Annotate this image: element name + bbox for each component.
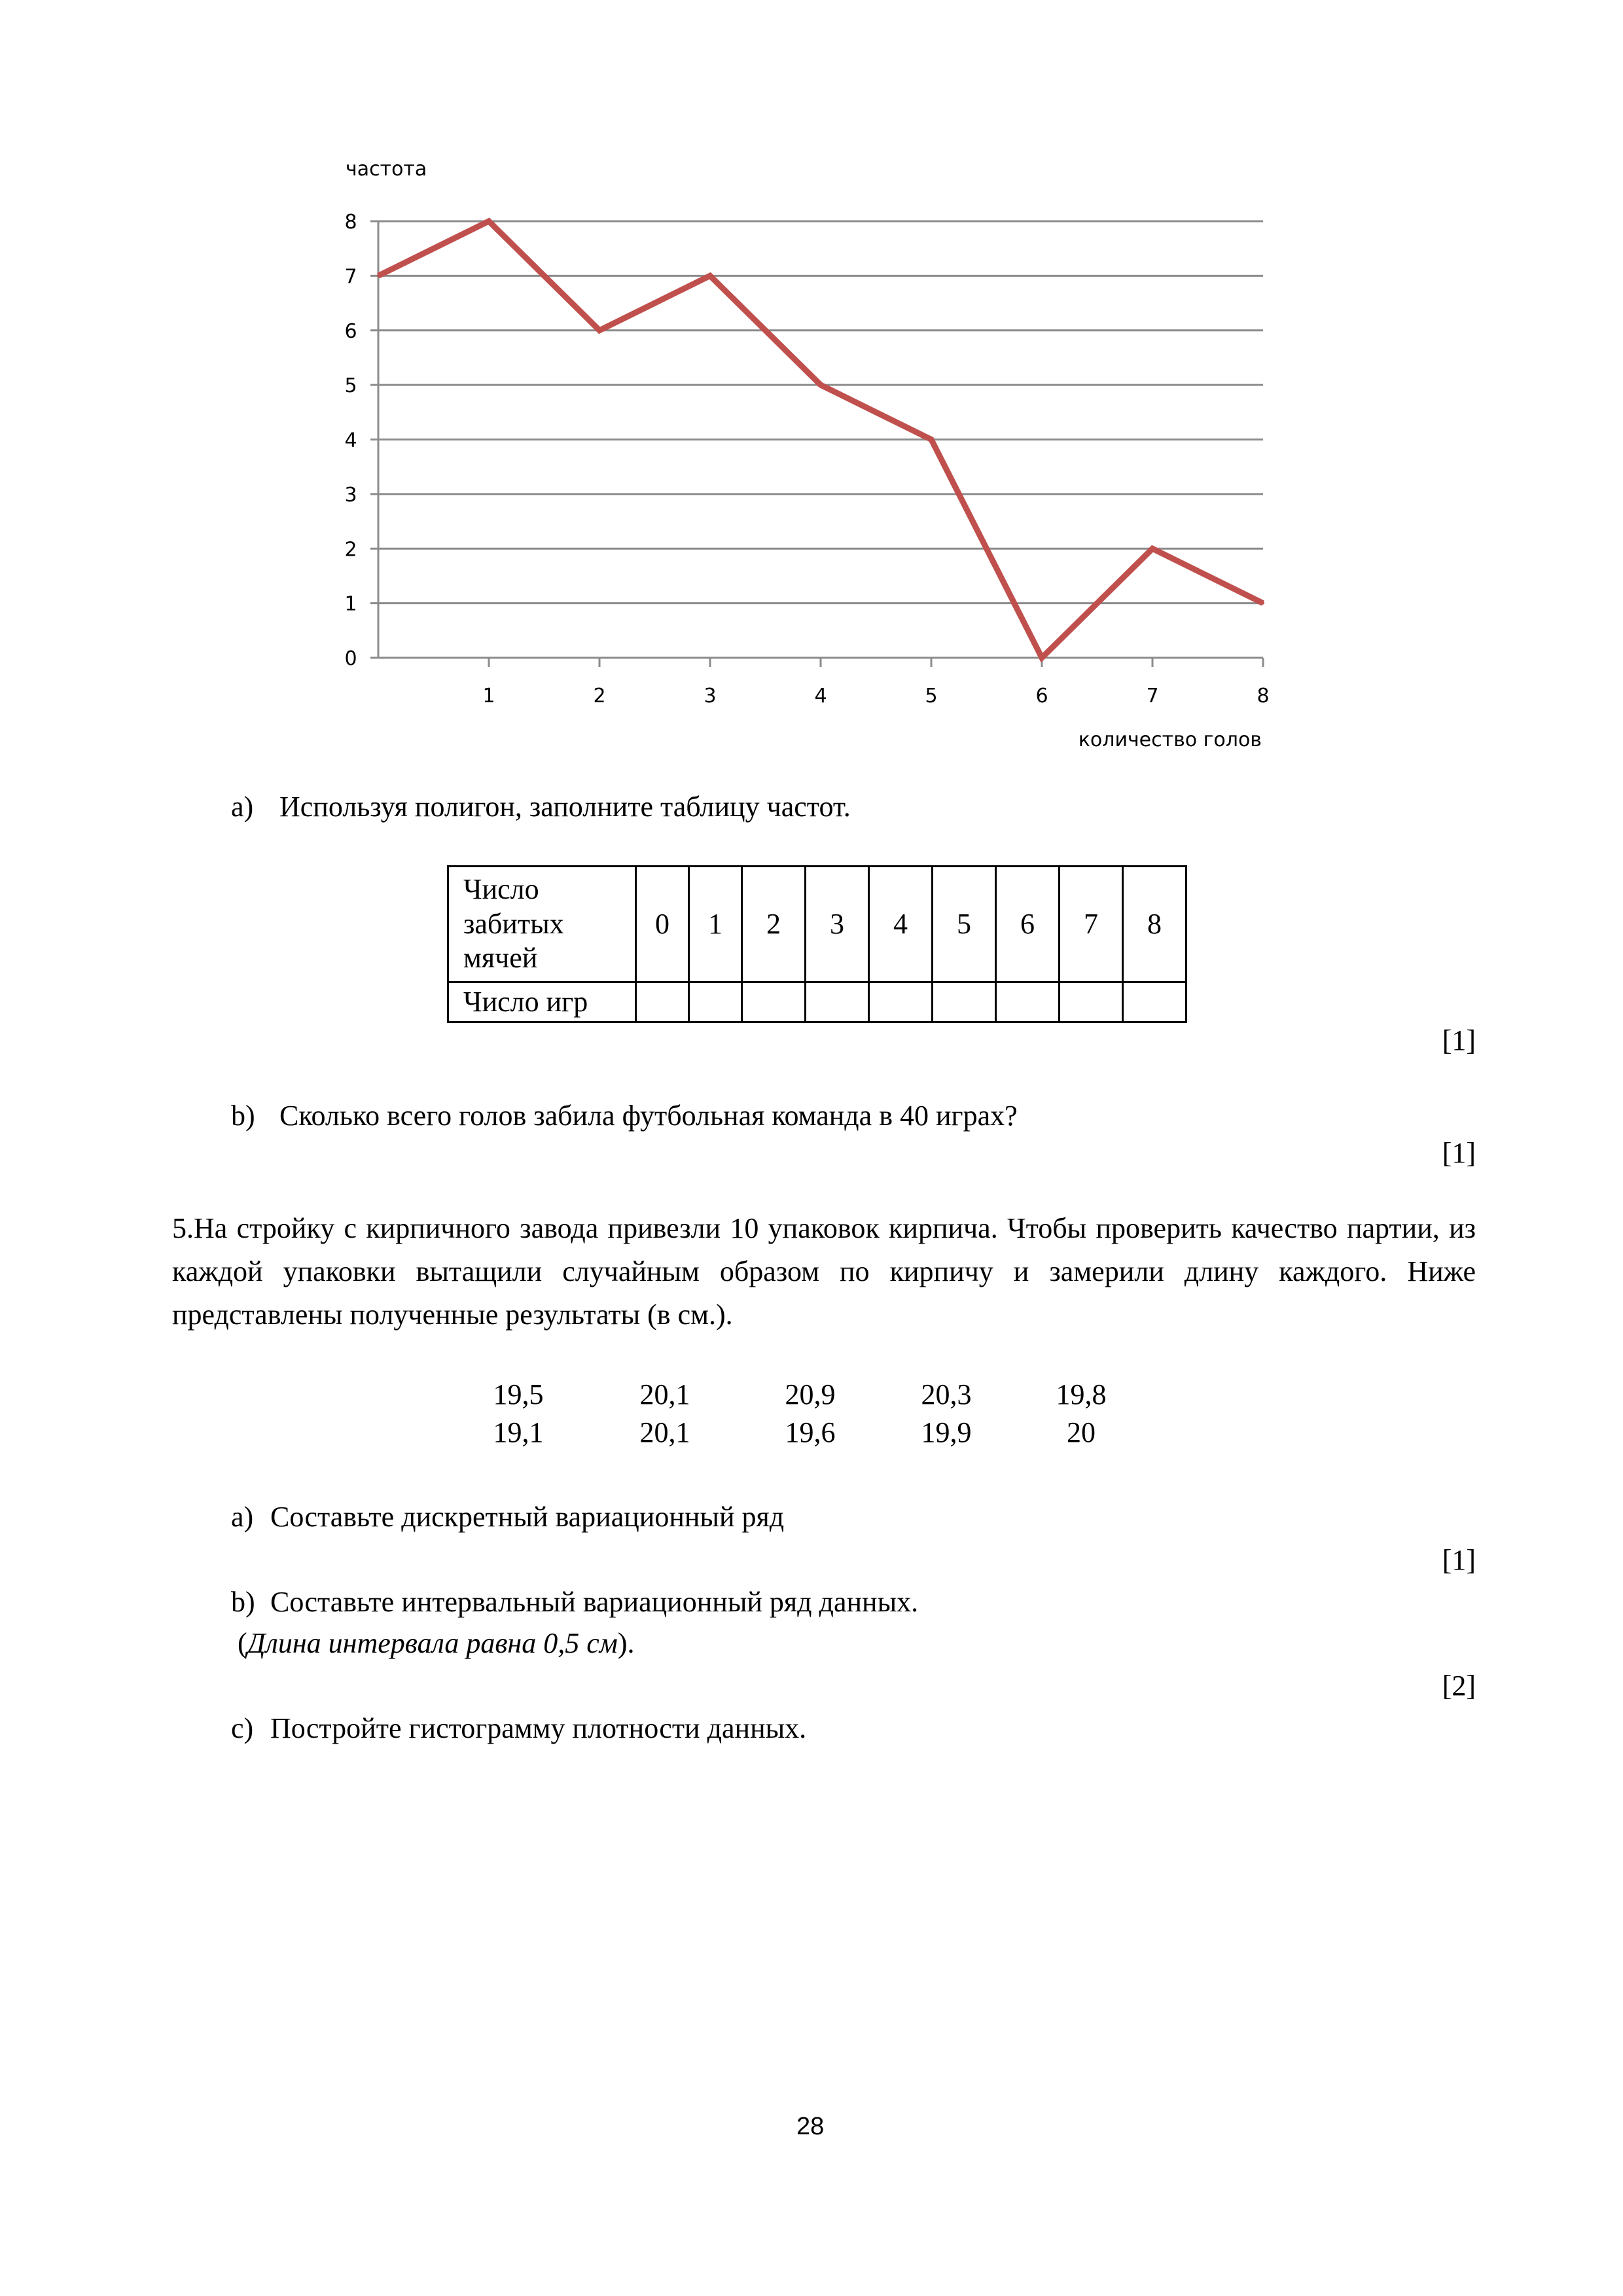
frequency-polygon-chart	[0, 0, 1623, 785]
table-cell-empty[interactable]	[806, 982, 869, 1022]
q4b-letter: b)	[231, 1100, 255, 1132]
y-tick-label: 4	[344, 429, 357, 452]
x-tick-label: 4	[814, 685, 827, 708]
data-point	[488, 220, 490, 223]
y-tick-label: 5	[344, 374, 357, 398]
y-tick-label: 8	[344, 211, 357, 234]
x-tick-label: 5	[925, 685, 938, 708]
table-cell: 3	[806, 867, 869, 982]
q5a-text: Составьте дискретный вариационный ряд	[270, 1501, 785, 1533]
q5-intro: 5.На стройку с кирпичного завода привезли 10 упаковок кирпича. Чтобы проверить качество партии, из каждой упаковки вытащили случайным образом по кирпичу и замерили длину каждого. Ниже представлены полученные результаты (в см.).	[172, 1212, 1476, 1331]
q4a-mark: [1]	[1442, 1024, 1476, 1056]
measurement-value: 19,6	[785, 1416, 836, 1448]
measurement-value: 20,1	[639, 1378, 690, 1410]
data-point	[377, 274, 380, 277]
measurement-value: 20	[1067, 1416, 1096, 1448]
table-cell: 7	[1060, 867, 1123, 982]
q5b-letter: b)	[231, 1586, 255, 1618]
page-number: 28	[796, 2113, 825, 2140]
data-point	[709, 274, 711, 277]
y-axis-label: частота	[346, 158, 427, 181]
measurements-row-1	[0, 1378, 1623, 1417]
x-tick-label: 1	[482, 685, 495, 708]
q5b-text: Составьте интервальный вариационный ряд данных.	[270, 1586, 919, 1618]
table-cell-empty[interactable]	[933, 982, 996, 1022]
note-open-paren: (	[238, 1627, 247, 1659]
table-cell: 0	[636, 867, 689, 982]
y-tick-label: 2	[344, 538, 357, 562]
y-tick-label: 1	[344, 592, 357, 616]
measurement-value: 20,3	[921, 1378, 972, 1410]
measurement-value: 20,1	[639, 1416, 690, 1448]
data-point	[598, 329, 601, 332]
interval-length-note: Длина интервала равна 0,5 см	[247, 1627, 618, 1659]
x-tick-label: 7	[1146, 685, 1159, 708]
q4b-text: Сколько всего голов забила футбольная команда в 40 играх?	[279, 1100, 1018, 1132]
q5a-mark: [1]	[1442, 1544, 1476, 1576]
frequency-table	[447, 865, 1187, 1023]
q4a-letter: a)	[231, 791, 254, 823]
x-tick-label: 6	[1035, 685, 1048, 708]
table-cell-empty[interactable]	[636, 982, 689, 1022]
table-cell-empty[interactable]	[1123, 982, 1186, 1022]
table-cell: 6	[996, 867, 1060, 982]
table-cell-empty[interactable]	[742, 982, 806, 1022]
table-head-goals: Число забитых мячей	[448, 867, 636, 982]
y-tick-label: 3	[344, 483, 357, 507]
table-row	[448, 982, 1186, 1022]
data-point	[1151, 547, 1154, 550]
note-close-paren: ).	[617, 1627, 635, 1659]
table-cell-empty[interactable]	[1060, 982, 1123, 1022]
q5b-note	[238, 1625, 635, 1661]
q5a-letter: a)	[231, 1501, 254, 1533]
table-cell-empty[interactable]	[996, 982, 1060, 1022]
measurement-value: 19,9	[921, 1416, 972, 1448]
x-axis-label: количество голов	[1078, 728, 1262, 751]
y-tick-label: 0	[344, 647, 357, 670]
measurement-value: 19,8	[1056, 1378, 1107, 1410]
q5b-mark: [2]	[1442, 1670, 1476, 1702]
measurement-value: 19,1	[493, 1416, 544, 1448]
y-tick-label: 6	[344, 319, 357, 343]
q4a-text: Используя полигон, заполните таблицу частот.	[279, 791, 851, 823]
table-cell-empty[interactable]	[869, 982, 933, 1022]
data-point	[930, 439, 933, 441]
y-tick-label: 7	[344, 265, 357, 289]
table-cell: 1	[689, 867, 742, 982]
measurements-row-2	[0, 1416, 1623, 1455]
q5c-letter: c)	[231, 1712, 254, 1744]
q4b-mark: [1]	[1442, 1137, 1476, 1169]
table-cell-empty[interactable]	[689, 982, 742, 1022]
data-point	[1262, 602, 1264, 605]
x-tick-label: 2	[593, 685, 606, 708]
data-point	[819, 384, 822, 386]
table-cell: 5	[933, 867, 996, 982]
x-tick-label: 8	[1257, 685, 1270, 708]
table-cell: 8	[1123, 867, 1186, 982]
table-cell: 4	[869, 867, 933, 982]
measurement-value: 20,9	[785, 1378, 836, 1410]
x-tick-label: 3	[704, 685, 717, 708]
table-cell: 2	[742, 867, 806, 982]
measurement-value: 19,5	[493, 1378, 544, 1410]
data-point	[1041, 656, 1043, 659]
table-head-games: Число игр	[448, 982, 636, 1022]
table-row	[448, 867, 1186, 982]
q5c-text: Постройте гистограмму плотности данных.	[270, 1712, 807, 1744]
